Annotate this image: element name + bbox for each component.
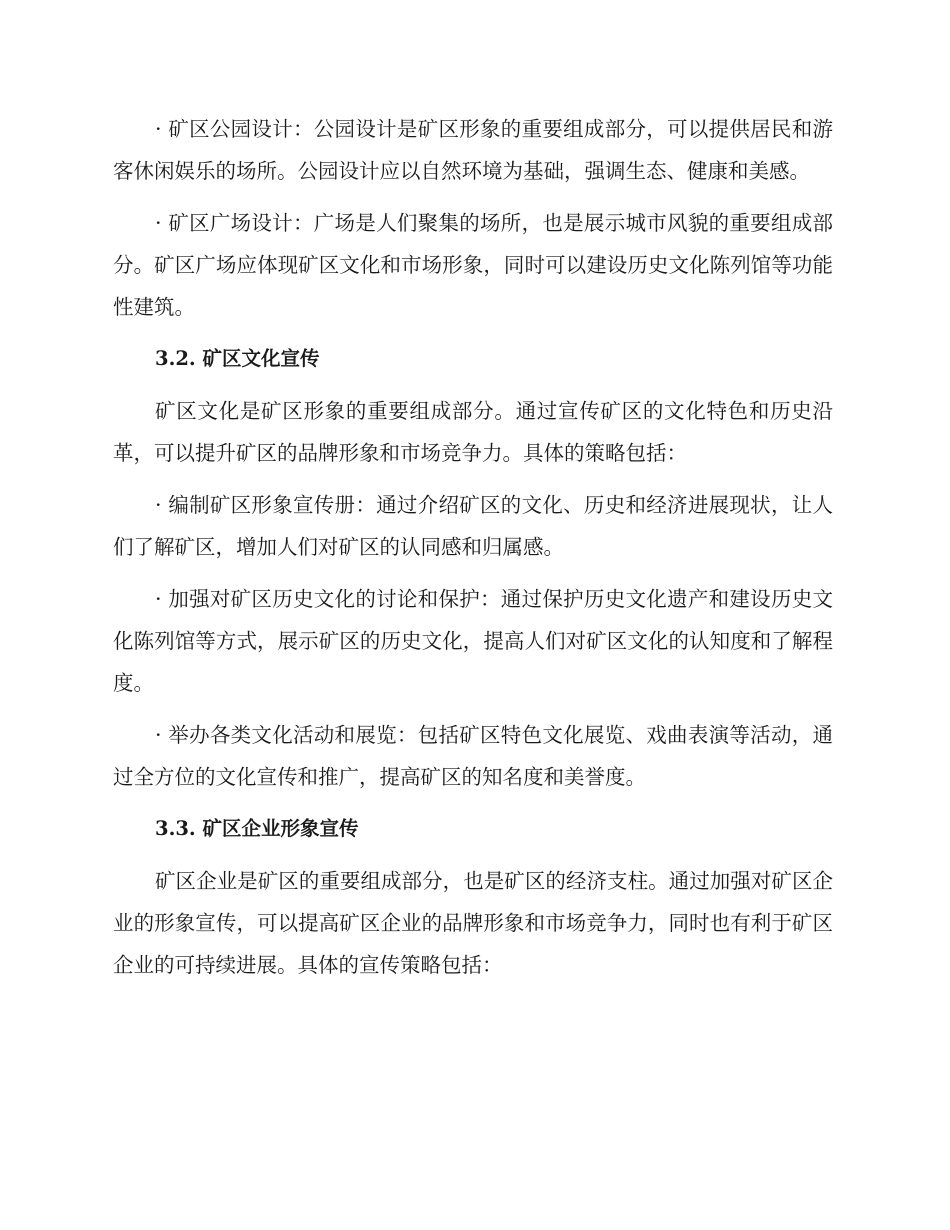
paragraph-enterprise-intro: 矿区企业是矿区的重要组成部分，也是矿区的经济支柱。通过加强对矿区企业的形象宣传，可以提高矿区企业的品牌形象和市场竞争力，同时也有利于矿区企业的可持续进展。具体的宣传策略包括： xyxy=(113,869,833,977)
document-page xyxy=(113,108,833,996)
paragraph-culture-intro: 矿区文化是矿区形象的重要组成部分。通过宣传矿区的文化特色和历史沿革，可以提升矿区的品牌形象和市场竞争力。具体的策略包括： xyxy=(113,399,833,465)
bullet-park-design: · 矿区公园设计：公园设计是矿区形象的重要组成部分，可以提供居民和游客休闲娱乐的场所。公园设计应以自然环境为基础，强调生态、健康和美感。 xyxy=(113,117,833,183)
section-heading-3-3: 3.3. 矿区企业形象宣传 xyxy=(155,817,359,840)
bullet-square-design: · 矿区广场设计：广场是人们聚集的场所，也是展示城市风貌的重要组成部分。矿区广场应体现矿区文化和市场形象，同时可以建设历史文化陈列馆等功能性建筑。 xyxy=(113,211,833,319)
section-heading-3-2: 3.2. 矿区文化宣传 xyxy=(155,347,320,370)
bullet-brochure: · 编制矿区形象宣传册：通过介绍矿区的文化、历史和经济进展现状，让人们了解矿区，增加人们对矿区的认同感和归属感。 xyxy=(113,493,833,559)
bullet-heritage-protection: · 加强对矿区历史文化的讨论和保护：通过保护历史文化遗产和建设历史文化陈列馆等方式，展示矿区的历史文化，提高人们对矿区文化的认知度和了解程度。 xyxy=(113,587,833,695)
bullet-cultural-events: · 举办各类文化活动和展览：包括矿区特色文化展览、戏曲表演等活动，通过全方位的文化宣传和推广，提高矿区的知名度和美誉度。 xyxy=(113,723,833,789)
